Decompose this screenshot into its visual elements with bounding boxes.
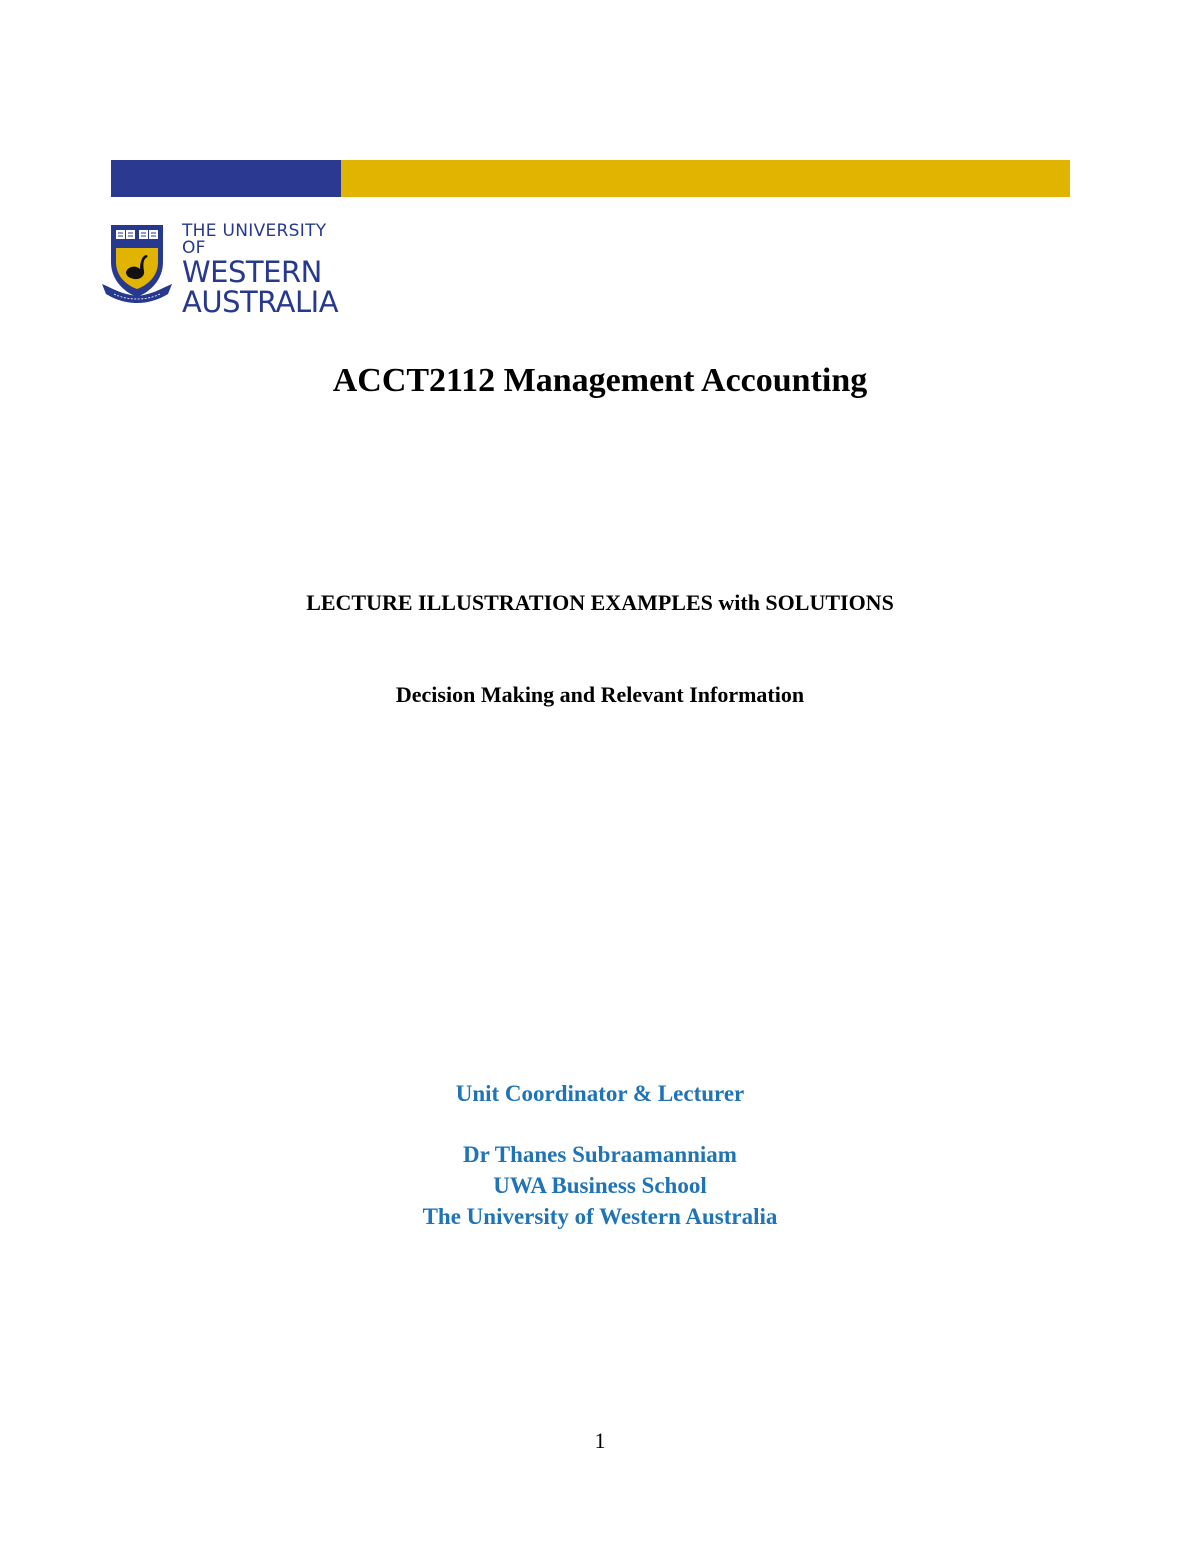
header-band-blue (111, 160, 341, 197)
logo-line-1: THE UNIVERSITY OF (182, 221, 327, 258)
coordinator-university: The University of Western Australia (422, 1204, 778, 1229)
coordinator-block (0, 1078, 1200, 1232)
coordinator-role: Unit Coordinator & Lecturer (455, 1081, 745, 1106)
uwa-crest-icon (102, 222, 172, 304)
university-logo (102, 221, 352, 319)
coordinator-name: Dr Thanes Subraamanniam (463, 1142, 737, 1167)
logo-line-2: WESTERN (182, 255, 322, 289)
coordinator-school: UWA Business School (493, 1173, 707, 1198)
page-number: 1 (594, 1428, 606, 1453)
university-wordmark (182, 222, 352, 317)
logo-line-3: AUSTRALIA (182, 285, 339, 319)
header-color-band (111, 160, 1070, 197)
document-subtitle: LECTURE ILLUSTRATION EXAMPLES with SOLUTIONS (306, 590, 894, 615)
document-title: ACCT2112 Management Accounting (332, 362, 868, 399)
header-band-gold (341, 160, 1070, 197)
document-topic: Decision Making and Relevant Information (395, 682, 805, 707)
